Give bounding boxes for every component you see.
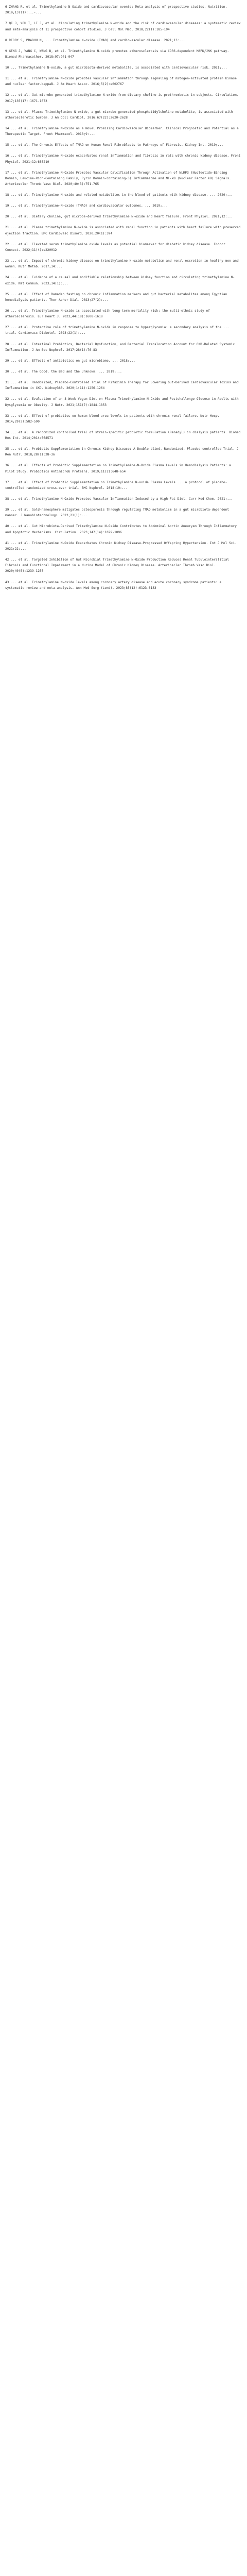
reference-item: 28 ... et al. Intestinal Prebiotics, Bacterial Dysfunction, and Bacterial Translocation Account for CKD-Related Systemic Inflammation. J Am Soc Nephrol. 2017;28(1):76-83 <box>5 342 235 352</box>
reference-item: 35 ... et al. Probiotic Supplementation in Chronic Kidney Disease: A Double-blind, Randomized, Placebo-controlled Trial. J Ren Nutr. 2018;28(1):28-36 <box>5 447 239 457</box>
reference-item: 7 QI J, YOU T, LI J, et al. Circulating trimethylamine N-oxide and the risk of cardiovascular diseases: a systematic review and meta-analysis of 11 prospective cohort studies. J Cell Mol Med. 2018;22(1):185-194 <box>5 22 241 31</box>
reference-item: 13 ... et al. Plasma Trimethylamine N-oxide, a gut microbe-generated phosphatidylcholine metabolite, is associated with atherosclerotic burden. J Am Coll Cardiol. 2016;67(22):2620-2628 <box>5 110 233 120</box>
reference-item: 16 ... et al. Trimethylamine N-oxide exacerbates renal inflammation and fibrosis in rats with chronic kidney disease. Front Physiol. 2021;12:686210 <box>5 154 241 164</box>
reference-item: 40 ... et al. Gut Microbiota-Derived Trimethylamine N-Oxide Contributes to Abdominal Aortic Aneurysm Through Inflammatory and Apoptotic Mechanisms. Circulation. 2023;147(14):1079-1096 <box>5 524 237 534</box>
reference-item: 6 ZHANG R, et al. Trimethylamine N-Oxide and cardiovascular events: Meta-analysis of prospective studies. Nutrition. 2019;13(11):...-... <box>5 5 227 15</box>
reference-item: 30 ... et al. The Good, the Bad and the Unknown. ... 2019;... <box>5 369 122 374</box>
reference-item: 22 ... et al. Elevated serum trimethylamine oxide levels as potential biomarker for diabetic kidney disease. Endocr Connect. 2022;11(4):e220012 <box>5 242 225 252</box>
reference-item: 43 ... et al. Trimethylamine N-oxide levels among coronary artery disease and acute coronary syndrome patients: a systematic review and meta-analysis. Ann Med Surg (Lond). 2023;85(12):6123-6133 <box>5 580 222 590</box>
reference-item: 15 ... et al. The Chronic Effects of TMAO on Human Renal Fibroblasts to Pathways of Fibrosis. Kidney Int. 2019;... <box>5 143 223 147</box>
reference-item: 14 ... et al. Trimethylamine N-Oxide as a Novel Promising Cardiovascular Biomarker. Clinical Prognostic and Potential as a Therapeutic Target. Front Pharmacol. 2018;9:... <box>5 126 239 137</box>
reference-item: 27 ... et al. Protective role of trimethylamine N-oxide in response to hyperglycemia: a secondary analysis of the ... trial. Cardiovasc Diabetol. 2023;22(1):... <box>5 326 230 335</box>
reference-item: 11 ... et al. Trimethylamine N-oxide promotes vascular inflammation through signaling of mitogen-activated protein kinase and nuclear factor-kappaB. J Am Heart Assoc. 2016;5(2):e002767 <box>5 77 237 87</box>
reference-item: 41 ... et al. Trimethylamine N-Oxide Exacerbates Chronic Kidney Disease-Progressed Offspring Hypertension. Int J Mol Sci. 2021;22:... <box>5 541 237 551</box>
reference-item: 8 REDDY S, PRABHU N, ... Trimethylamine N-oxide (TMAO) and cardiovascular disease. 2021;13:... <box>5 38 185 42</box>
reference-item: 34 ... et al. A randomized controlled trial of strain-specific probiotic formulation (Renadyl) in dialysis patients. Biomed Res Int. 2014;2014:568571 <box>5 430 241 440</box>
reference-item: 32 ... et al. Evaluation of an 8-Week Vegan Diet on Plasma Trimethylamine-N-Oxide and Postchallenge Glucose in Adults with Dysglycemia or Obesity. J Nutr. 2021;151(7):1844-1853 <box>5 397 239 407</box>
reference-item: 18 ... et al. Trimethylamine N-oxide and related metabolites in the blood of patients with kidney disease. ... 2020;... <box>5 193 233 197</box>
reference-item: 9 GENG J, YANG C, WANG B, et al. Trimethylamine N-oxide promotes atherosclerosis via CD36-dependent MAPK/JNK pathway. Biomed Pharmacother. 2018;97:941-947 <box>5 49 230 59</box>
reference-item: 36 ... et al. Effects of Probiotic Supplementation on Trimethylamine-N-Oxide Plasma Levels in Hemodialysis Patients: a Pilot Study. Probiotics Antimicrob Proteins. 2019;11(2):648-654 <box>5 464 231 473</box>
reference-item: 19 ... et al. Trimethylamine-N-oxide (TMAO) and cardiovascular outcomes. ... 2019;... <box>5 204 168 208</box>
reference-item: 17 ... et al. Trimethylamine N-Oxide Promotes Vascular Calcification Through Activation of NLRP3 (Nucleotide-Binding Domain, Leucine-Rich-Containing Family, Pyrin Domain-Containing-3) Inflammasome and NF-kB (Nuclear Factor kB) Signals. Arterioscler Thromb Vasc Biol. 2020;40(3):751-765 <box>5 171 231 187</box>
reference-item: 31 ... et al. Randomized, Placebo-Controlled Trial of Rifaximin Therapy for Lowering Gut-Derived Cardiovascular Toxins and Inflammation in CKD. Kidney360. 2020;1(11):1256-1264 <box>5 381 239 391</box>
reference-item: 24 ... et al. Evidence of a causal and modifiable relationship between kidney function and circulating trimethylamine N-oxide. Nat Commun. 2023;14(1):... <box>5 276 235 285</box>
reference-item: 38 ... et al. Trimethylamine N-Oxide Promotes Vascular Inflammation Induced by a High-Fat Diet. Curr Med Chem. 2021;... <box>5 497 233 501</box>
reference-item: 20 ... et al. Dietary choline, gut microbe-derived trimethylamine N-oxide and heart failure. Front Physiol. 2021;12:... <box>5 215 233 219</box>
reference-item: 21 ... et al. Plasma trimethylamine N-oxide is associated with renal function in patients with heart failure with preserved ejection fraction. BMC Cardiovasc Disord. 2020;20(1):394 <box>5 226 241 235</box>
reference-item: 10 ... Trimethylamine N-oxide, a gut microbiota-derived metabolite, is associated with cardiovascular risk. 2021;... <box>5 65 227 70</box>
reference-item: 39 ... et al. Gold-nanosphere mitigates osteoporosis through regulating TMAO metabolism in a gut microbiota-dependent manner. J Nanobiotechnology. 2023;21(1):... <box>5 508 230 518</box>
reference-item: 29 ... et al. Effects of antibiotics on gut microbiome. ... 2018;... <box>5 359 135 363</box>
reference-item: 42 ... et al. Targeted Inhibition of Gut Microbial Trimethylamine N-Oxide Production Reduces Renal Tubulointerstitial Fibrosis and Functional Impairment in a Murine Model of Chronic Kidney Disease. Arterioscler Thromb Vasc Biol. 2020;40(5):1239-1255 <box>5 558 230 573</box>
reference-item: 25 ... et al. Effect of Ramadan fasting on chronic inflammation markers and gut bacterial metabolites among Egyptian hemodialysis patients. Ther Apher Dial. 2023;27(2):... <box>5 292 227 302</box>
reference-item: 33 ... et al. Effect of probiotics on human blood urea levels in patients with chronic renal failure. Nutr Hosp. 2014;29(3):582-590 <box>5 414 220 423</box>
reference-item: 23 ... et al. Impact of chronic kidney disease on trimethylamine N-oxide metabolism and renal excretion in healthy men and women. Nutr Metab. 2017;14:... <box>5 259 239 269</box>
reference-item: 26 ... et al. Trimethylamine N-oxide is associated with long-term mortality risk: the multi-ethnic study of atherosclerosis. Eur Heart J. 2023;44(18):1608-1618 <box>5 309 210 319</box>
reference-item: 37 ... et al. Effect of Probiotic Supplementation on Trimethylamine N-oxide Plasma Levels ... a protocol of placebo-controlled randomized cross-over trial. BMC Nephrol. 2018;19:... <box>5 480 227 490</box>
reference-item: 12 ... et al. Gut microbe-generated trimethylamine N-oxide from dietary choline is prothrombotic in subjects. Circulation. 2017;135(17):1671-1673 <box>5 93 239 103</box>
reference-list <box>0 0 247 600</box>
